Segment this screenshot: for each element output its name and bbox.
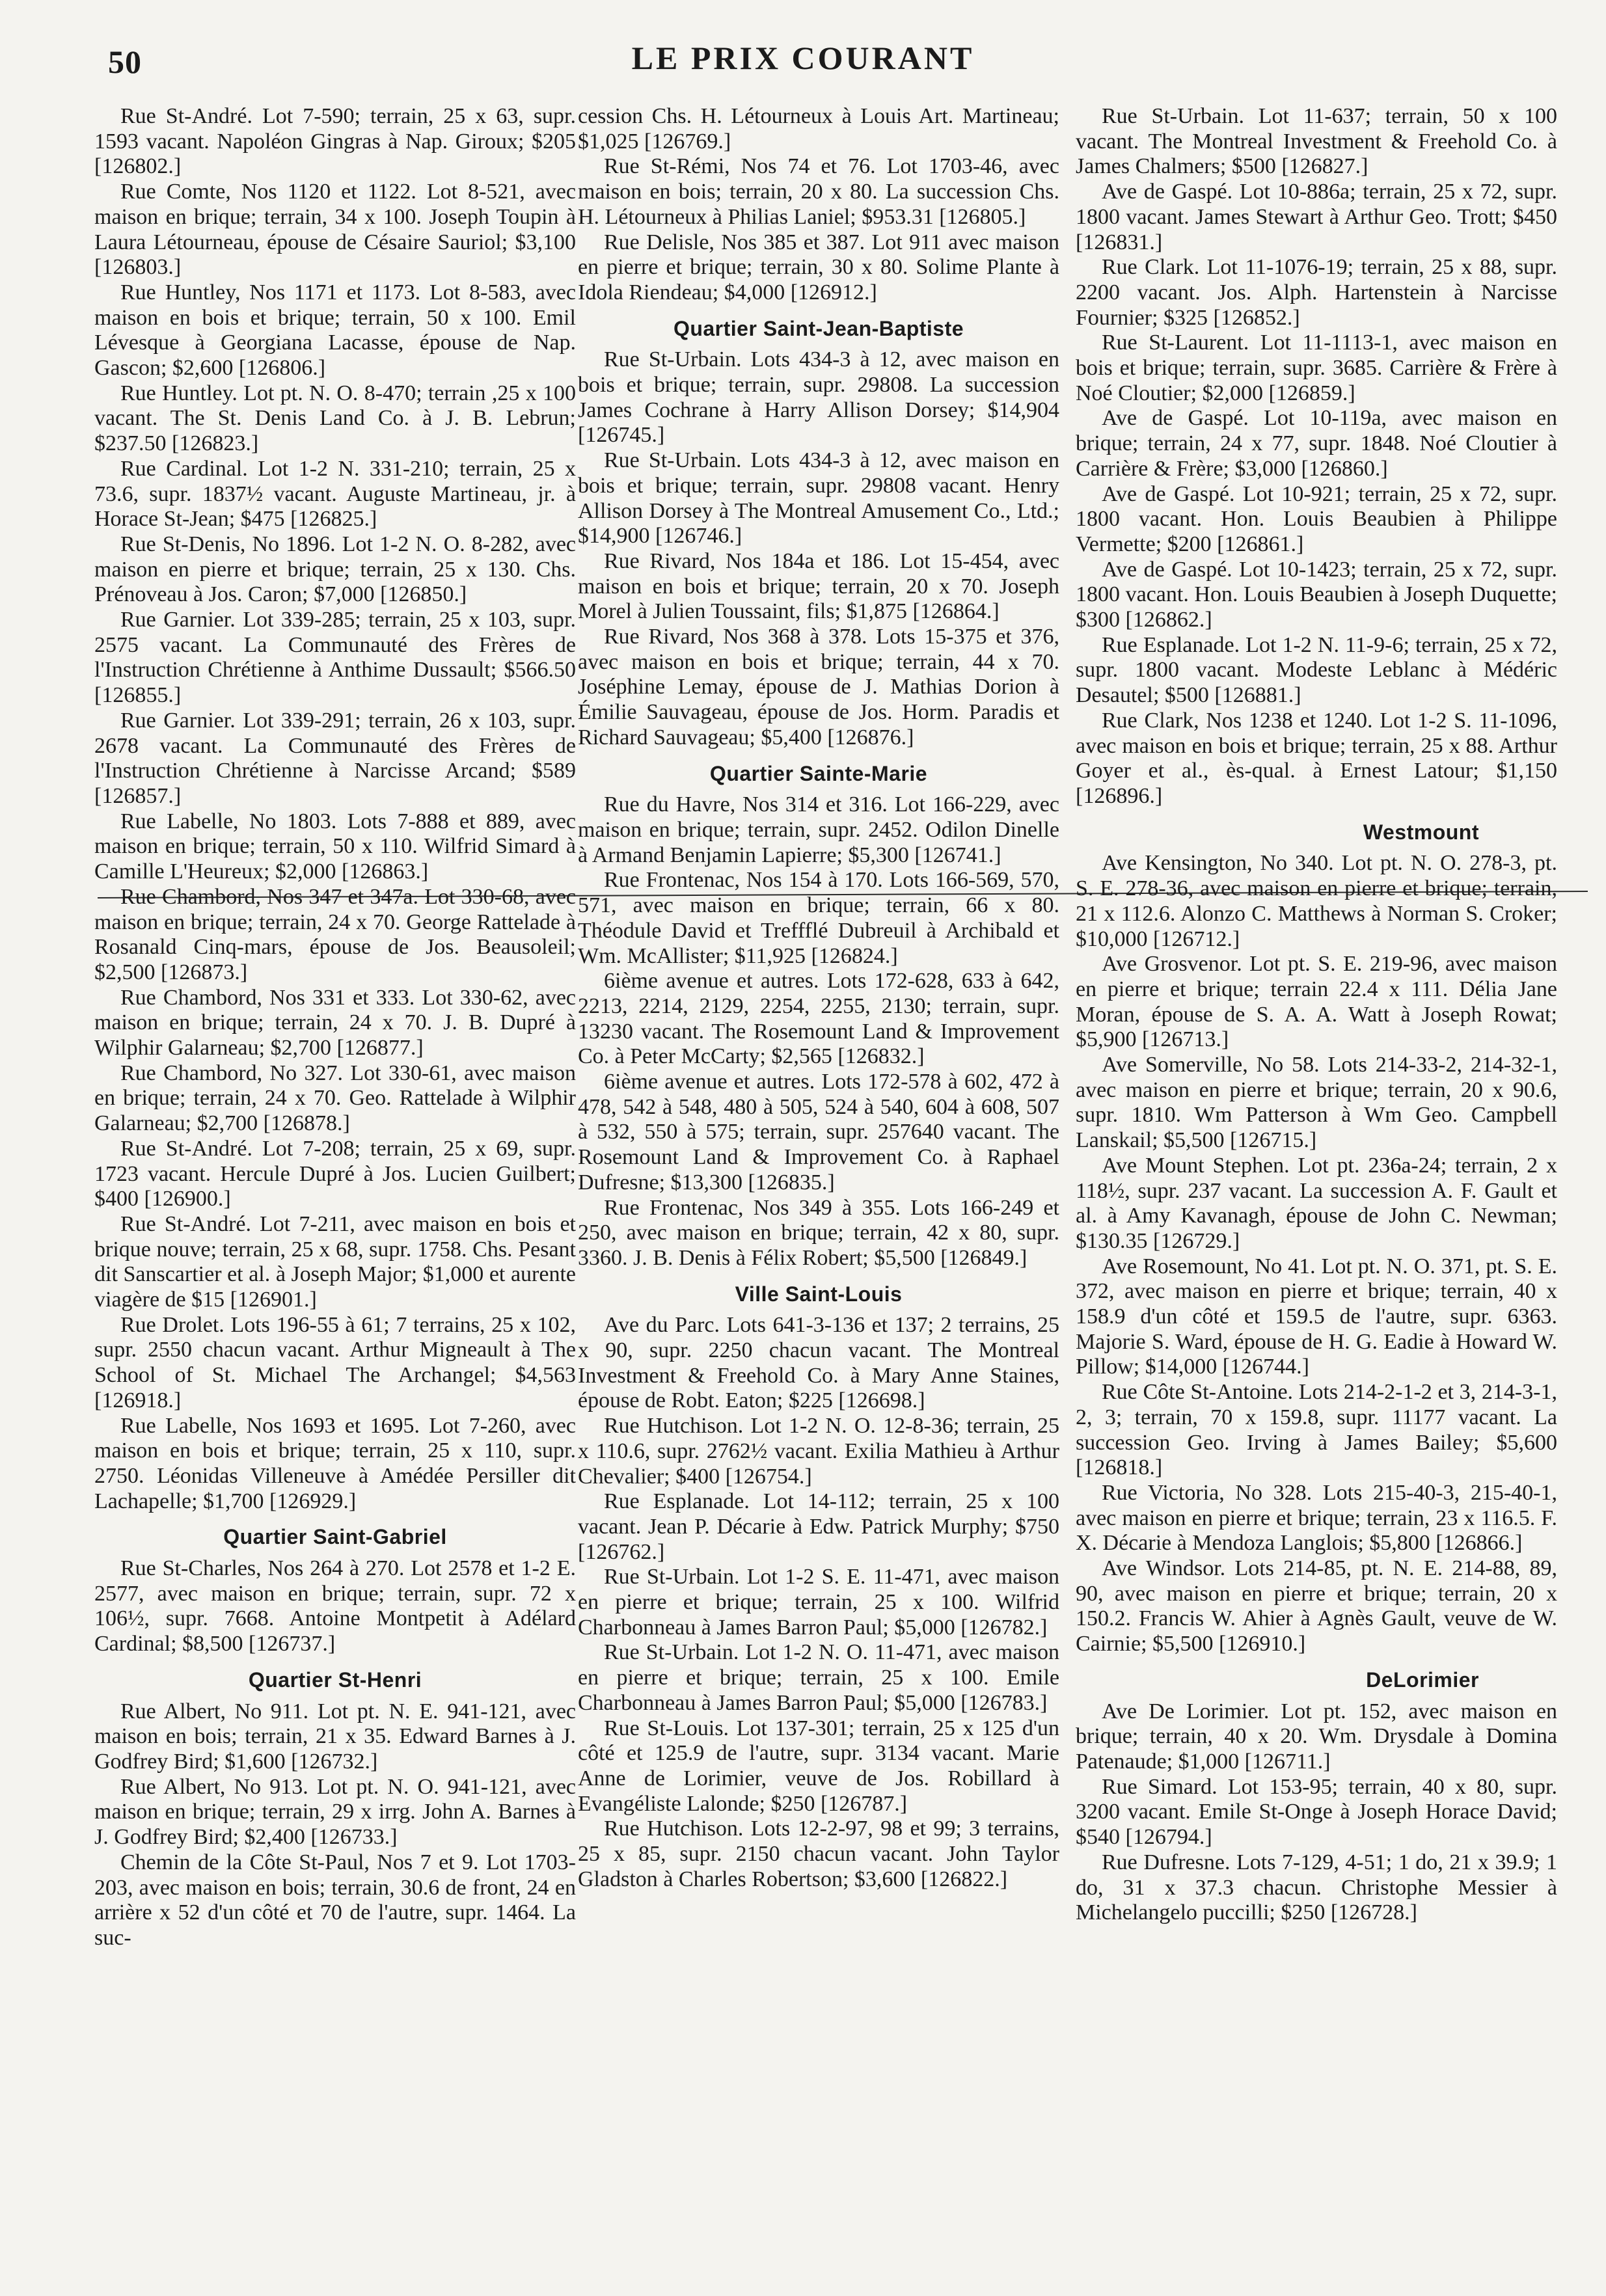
section-heading: DeLorimier	[1366, 1668, 1479, 1692]
transaction-entry: Rue Simard. Lot 153-95; terrain, 40 x 80, supr. 3200 vacant. Emile St-Onge à Joseph Horace David; $540 [126794.]	[1076, 1774, 1557, 1850]
page-number: 50	[108, 44, 142, 80]
transaction-entry: Rue Chambord, Nos 347 et 347a. Lot 330-68, avec maison en brique; terrain, 24 x 70. George Rattelade à Rosanald Cinq-mars, épouse de Jos. Beausoleil; $2,500 [126873.]	[94, 884, 576, 984]
transaction-entry: Rue Hutchison. Lots 12-2-97, 98 et 99; 3 terrains, 25 x 85, supr. 2150 chacun vacant. John Taylor Gladston à Charles Robertson; $3,600 [126822.]	[578, 1817, 1059, 1891]
transaction-entry: Rue St-Rémi, Nos 74 et 76. Lot 1703-46, avec maison en bois; terrain, 20 x 80. La succession Chs. H. Létourneux à Philias Laniel; $953.31 [126805.]	[578, 154, 1059, 229]
transaction-entry: Ave De Lorimier. Lot pt. 152, avec maison en brique; terrain, 40 x 20. Wm. Drysdale à Domina Patenaude; $1,000 [126711.]	[1076, 1699, 1557, 1774]
transaction-entry: Rue Frontenac, Nos 154 à 170. Lots 166-569, 570, 571, avec maison en brique; terrain, 66 x 80. Théodule David et Treffflé Dubreuil à Archibald et Wm. McAllister; $11,925 [126824.]	[578, 868, 1059, 968]
transaction-entry: Rue St-Laurent. Lot 11-1113-1, avec maison en bois et brique; terrain, supr. 3685. Carrière & Frère à Noé Cloutier; $2,000 [126859.]	[1076, 331, 1557, 405]
transaction-entry: Rue Huntley, Nos 1171 et 1173. Lot 8-583, avec maison en bois et brique; terrain, 50 x 100. Emil Lévesque à Georgiana Lacasse, épouse de Nap. Gascon; $2,600 [126806.]	[94, 280, 576, 381]
transaction-entry: Rue Esplanade. Lot 1-2 N. 11-9-6; terrain, 25 x 72, supr. 1800 vacant. Modeste Leblanc à Médéric Desautel; $500 [126881.]	[1076, 632, 1557, 708]
transaction-entry: Rue Chambord, Nos 331 et 333. Lot 330-62, avec maison en brique; terrain, 24 x 70. J. B. Dupré à Wilphir Galarneau; $2,700 [126877.]	[94, 985, 576, 1060]
transaction-entry: Rue St-Urbain. Lot 1-2 N. O. 11-471, avec maison en pierre et brique; terrain, 25 x 100. Emile Charbonneau à James Barron Paul; $5,000 [126783.]	[578, 1640, 1059, 1715]
transaction-entry: Ave Rosemount, No 41. Lot pt. N. O. 371, pt. S. E. 372, avec maison en pierre et brique; terrain, 40 x 158.9 d'un côté et 159.5 de l'autre, supr. 6363. Majorie S. Ward, épouse de H. G. Eadie à Howard W. Pillow; $14,000 [126744.]	[1076, 1254, 1557, 1379]
section-heading: Westmount	[1363, 820, 1479, 844]
transaction-entry: Rue Rivard, Nos 184a et 186. Lot 15-454, avec maison en bois et brique; terrain, 20 x 70. Joseph Morel à Julien Toussaint, fils; $1,875 [126864.]	[578, 548, 1059, 624]
transaction-entry: Rue St-Urbain. Lot 1-2 S. E. 11-471, avec maison en pierre et brique; terrain, 25 x 100. Wilfrid Charbonneau à James Barron Paul; $5,000 [126782.]	[578, 1565, 1059, 1640]
transaction-entry: Rue Clark, Nos 1238 et 1240. Lot 1-2 S. 11-1096, avec maison en bois et brique; terrain, 25 x 88. Arthur Goyer et al., ès-qual. à Ernest Latour; $1,150 [126896.]	[1076, 708, 1557, 808]
transaction-entry: Rue Dufresne. Lots 7-129, 4-51; 1 do, 21 x 39.9; 1 do, 31 x 37.3 chacun. Christophe Messier à Michelangelo puccilli; $250 [126728.]	[1076, 1850, 1557, 1925]
transaction-entry: Ave Kensington, No 340. Lot pt. N. O. 278-3, pt. S. E. 278-36, avec maison en pierre et brique; terrain, 21 x 112.6. Alonzo C. Matthews à Norman S. Croker; $10,000 [126712.]	[1076, 851, 1557, 951]
transaction-entry: Rue Labelle, Nos 1693 et 1695. Lot 7-260, avec maison en bois et brique; terrain, 25 x 110, supr. 2750. Léonidas Villeneuve à Amédée Persiller dit Lachapelle; $1,700 [126929.]	[94, 1413, 576, 1513]
transaction-entry: Rue St-Urbain. Lot 11-637; terrain, 50 x 100 vacant. The Montreal Investment & Freehold Co. à James Chalmers; $500 [126827.]	[1076, 104, 1557, 179]
transaction-entry: Ave de Gaspé. Lot 10-921; terrain, 25 x 72, supr. 1800 vacant. Hon. Louis Beaubien à Philippe Vermette; $200 [126861.]	[1076, 481, 1557, 556]
column-3	[1076, 104, 1557, 2271]
transaction-entry: Rue St-Louis. Lot 137-301; terrain, 25 x 125 d'un côté et 125.9 de l'autre, supr. 3134 vacant. Marie Anne de Lorimier, veuve de Jos. Robillard à Evangéliste Lalonde; $250 [126787.]	[578, 1716, 1059, 1816]
transaction-entry: Ave du Parc. Lots 641-3-136 et 137; 2 terrains, 25 x 90, supr. 2250 chacun vacant. The Montreal Investment & Freehold Co. à Mary Anne Staines, épouse de Robt. Eaton; $225 [126698.]	[578, 1313, 1059, 1413]
transaction-entry: Rue Albert, No 913. Lot pt. N. O. 941-121, avec maison en brique; terrain, 29 x irrg. John A. Barnes à J. Godfrey Bird; $2,400 [126733.]	[94, 1774, 576, 1850]
transaction-entry: Rue Garnier. Lot 339-291; terrain, 26 x 103, supr. 2678 vacant. La Communauté des Frères de l'Instruction Chrétienne à Narcisse Arcand; $589 [126857.]	[94, 708, 576, 808]
section-heading: Quartier Saint-Jean-Baptiste	[673, 316, 964, 340]
transaction-entry: Rue Huntley. Lot pt. N. O. 8-470; terrain ,25 x 100 vacant. The St. Denis Land Co. à J. B. Lebrun; $237.50 [126823.]	[94, 381, 576, 456]
transaction-entry: Rue St-Urbain. Lots 434-3 à 12, avec maison en bois et brique; terrain, supr. 29808 vacant. Henry Allison Dorsey à The Montreal Amusement Co., Ltd.; $14,900 [126746.]	[578, 448, 1059, 548]
transaction-entry: Rue Hutchison. Lot 1-2 N. O. 12-8-36; terrain, 25 x 110.6, supr. 2762½ vacant. Exilia Mathieu à Arthur Chevalier; $400 [126754.]	[578, 1414, 1059, 1489]
transaction-entry: Rue Esplanade. Lot 14-112; terrain, 25 x 100 vacant. Jean P. Décarie à Edw. Patrick Murphy; $750 [126762.]	[578, 1489, 1059, 1564]
transaction-entry: Rue Comte, Nos 1120 et 1122. Lot 8-521, avec maison en brique; terrain, 34 x 100. Joseph Toupin à Laura Létourneau, épouse de Césaire Sauriol; $3,100 [126803.]	[94, 180, 576, 280]
transaction-entry: Rue du Havre, Nos 314 et 316. Lot 166-229, avec maison en brique; terrain, supr. 2452. Odilon Dinelle à Armand Benjamin Lapierre; $5,300 [126741.]	[578, 792, 1059, 867]
transaction-entry: Rue St-Urbain. Lots 434-3 à 12, avec maison en bois et brique; terrain, supr. 29808. La succession James Cochrane à Harry Allison Dorsey; $14,904 [126745.]	[578, 347, 1059, 448]
transaction-entry: Rue Rivard, Nos 368 à 378. Lots 15-375 et 376, avec maison en bois et brique; terrain, 44 x 70. Joséphine Lemay, épouse de J. Mathias Dorion à Émilie Sauvageau, épouse de Jos. Horm. Paradis et Richard Sauvageau; $5,400 [126876.]	[578, 625, 1059, 750]
transaction-entry: Rue St-Charles, Nos 264 à 270. Lot 2578 et 1-2 E. 2577, avec maison en brique; terrain, supr. 72 x 106½, supr. 7668. Antoine Montpetit à Adélard Cardinal; $8,500 [126737.]	[94, 1556, 576, 1656]
transaction-entry: Rue Delisle, Nos 385 et 387. Lot 911 avec maison en pierre et brique; terrain, 30 x 80. Solime Plante à Idola Riendeau; $4,000 [126912.]	[578, 230, 1059, 304]
transaction-entry-continued: cession Chs. H. Létourneux à Louis Art. Martineau; $1,025 [126769.]	[578, 104, 1059, 154]
section-heading: Quartier Saint-Gabriel	[223, 1525, 447, 1549]
transaction-entry: Ave de Gaspé. Lot 10-1423; terrain, 25 x 72, supr. 1800 vacant. Hon. Louis Beaubien à Joseph Duquette; $300 [126862.]	[1076, 557, 1557, 632]
transaction-entry: Rue Cardinal. Lot 1-2 N. 331-210; terrain, 25 x 73.6, supr. 1837½ vacant. Auguste Martineau, jr. à Horace St-Jean; $475 [126825.]	[94, 456, 576, 532]
transaction-entry: Ave Somerville, No 58. Lots 214-33-2, 214-32-1, avec maison en pierre et brique; terrain, 20 x 90.6, supr. 1810. Wm Patterson à Wm Geo. Campbell Lanskail; $5,500 [126715.]	[1076, 1053, 1557, 1153]
section-heading: Ville Saint-Louis	[735, 1282, 903, 1306]
transaction-entry: Rue St-André. Lot 7-590; terrain, 25 x 63, supr. 1593 vacant. Napoléon Gingras à Nap. Giroux; $205 [126802.]	[94, 104, 576, 179]
transaction-entry: Rue Garnier. Lot 339-285; terrain, 25 x 103, supr. 2575 vacant. La Communauté des Frères de l'Instruction Chrétienne à Anthime Dussault; $566.50 [126855.]	[94, 608, 576, 708]
transaction-entry: Ave Windsor. Lots 214-85, pt. N. E. 214-88, 89, 90, avec maison en pierre et brique; terrain, 20 x 150.2. Francis W. Ahier à Agnès Gault, veuve de W. Cairnie; $5,500 [126910.]	[1076, 1556, 1557, 1656]
section-heading: Quartier St-Henri	[248, 1668, 422, 1692]
transaction-entry: Rue Clark. Lot 11-1076-19; terrain, 25 x 88, supr. 2200 vacant. Jos. Alph. Hartenstein à Narcisse Fournier; $325 [126852.]	[1076, 255, 1557, 330]
transaction-entry: Rue Albert, No 911. Lot pt. N. E. 941-121, avec maison en bois; terrain, 21 x 35. Edward Barnes à J. Godfrey Bird; $1,600 [126732.]	[94, 1699, 576, 1774]
transaction-entry: Rue Chambord, No 327. Lot 330-61, avec maison en brique; terrain, 24 x 70. Geo. Rattelade à Wilphir Galarneau; $2,700 [126878.]	[94, 1060, 576, 1136]
transaction-entry: Chemin de la Côte St-Paul, Nos 7 et 9. Lot 1703-203, avec maison en bois; terrain, 30.6 de front, 24 en arrière x 52 d'un côté et 70 de l'autre, supr. 1464. La suc-	[94, 1850, 576, 1950]
transaction-entry: Ave de Gaspé. Lot 10-119a, avec maison en brique; terrain, 24 x 77, supr. 1848. Noé Cloutier à Carrière & Frère; $3,000 [126860.]	[1076, 406, 1557, 481]
transaction-entry: 6ième avenue et autres. Lots 172-578 à 602, 472 à 478, 542 à 548, 480 à 505, 524 à 540, 604 à 608, 507 à 532, 550 à 575; terrain, supr. 257640 vacant. The Rosemount Land & Improvement Co. à Raphael Dufresne; $13,300 [126835.]	[578, 1070, 1059, 1195]
column-1	[94, 104, 576, 2271]
transaction-entry: Rue Côte St-Antoine. Lots 214-2-1-2 et 3, 214-3-1, 2, 3; terrain, 70 x 159.8, supr. 11177 vacant. La succession Geo. Irving à James Bailey; $5,600 [126818.]	[1076, 1380, 1557, 1480]
transaction-entry: Rue Victoria, No 328. Lots 215-40-3, 215-40-1, avec maison en pierre et brique; terrain, 23 x 116.5. F. X. Décarie à Mendoza Langlois; $5,800 [126866.]	[1076, 1480, 1557, 1556]
transaction-entry: Rue St-André. Lot 7-208; terrain, 25 x 69, supr. 1723 vacant. Hercule Dupré à Jos. Lucien Guilbert; $400 [126900.]	[94, 1136, 576, 1211]
transaction-entry: Rue Drolet. Lots 196-55 à 61; 7 terrains, 25 x 102, supr. 2550 chacun vacant. Arthur Migneault à The School of St. Michael The Archangel; $4,563 [126918.]	[94, 1312, 576, 1412]
transaction-entry: Rue Frontenac, Nos 349 à 355. Lots 166-249 et 250, avec maison en brique; terrain, 42 x 80, supr. 3360. J. B. Denis à Félix Robert; $5,500 [126849.]	[578, 1195, 1059, 1270]
transaction-entry: Rue St-André. Lot 7-211, avec maison en bois et brique nouve; terrain, 25 x 68, supr. 1758. Chs. Pesant dit Sanscartier et al. à Joseph Major; $1,000 et aurente viagère de $15 [126901.]	[94, 1211, 576, 1312]
transaction-entry: Ave Grosvenor. Lot pt. S. E. 219-96, avec maison en pierre et brique; terrain 22.4 x 111. Délia Jane Moran, épouse de S. A. A. Watt à Joseph Rowat; $5,900 [126713.]	[1076, 952, 1557, 1052]
transaction-entry: Ave Mount Stephen. Lot pt. 236a-24; terrain, 2 x 118½, supr. 237 vacant. La succession A. F. Gault et al. à Amy Kavanagh, épouse de John C. Newman; $130.35 [126729.]	[1076, 1153, 1557, 1253]
transaction-entry: Ave de Gaspé. Lot 10-886a; terrain, 25 x 72, supr. 1800 vacant. James Stewart à Arthur Geo. Trott; $450 [126831.]	[1076, 180, 1557, 254]
transaction-entry: Rue St-Denis, No 1896. Lot 1-2 N. O. 8-282, avec maison en pierre et brique; terrain, 25 x 130. Chs. Prénoveau à Jos. Caron; $7,000 [126850.]	[94, 532, 576, 607]
transaction-entry: Rue Labelle, No 1803. Lots 7-888 et 889, avec maison en brique; terrain, 50 x 110. Wilfrid Simard à Camille L'Heureux; $2,000 [126863.]	[94, 809, 576, 884]
section-heading: Quartier Sainte-Marie	[709, 761, 928, 785]
transaction-entry: 6ième avenue et autres. Lots 172-628, 633 à 642, 2213, 2214, 2129, 2254, 2255, 2130; terrain, supr. 13230 vacant. The Rosemount Land & Improvement Co. à Peter McCarty; $2,565 [126832.]	[578, 969, 1059, 1069]
column-2	[578, 104, 1059, 2271]
journal-title: LE PRIX COURANT	[631, 40, 975, 76]
